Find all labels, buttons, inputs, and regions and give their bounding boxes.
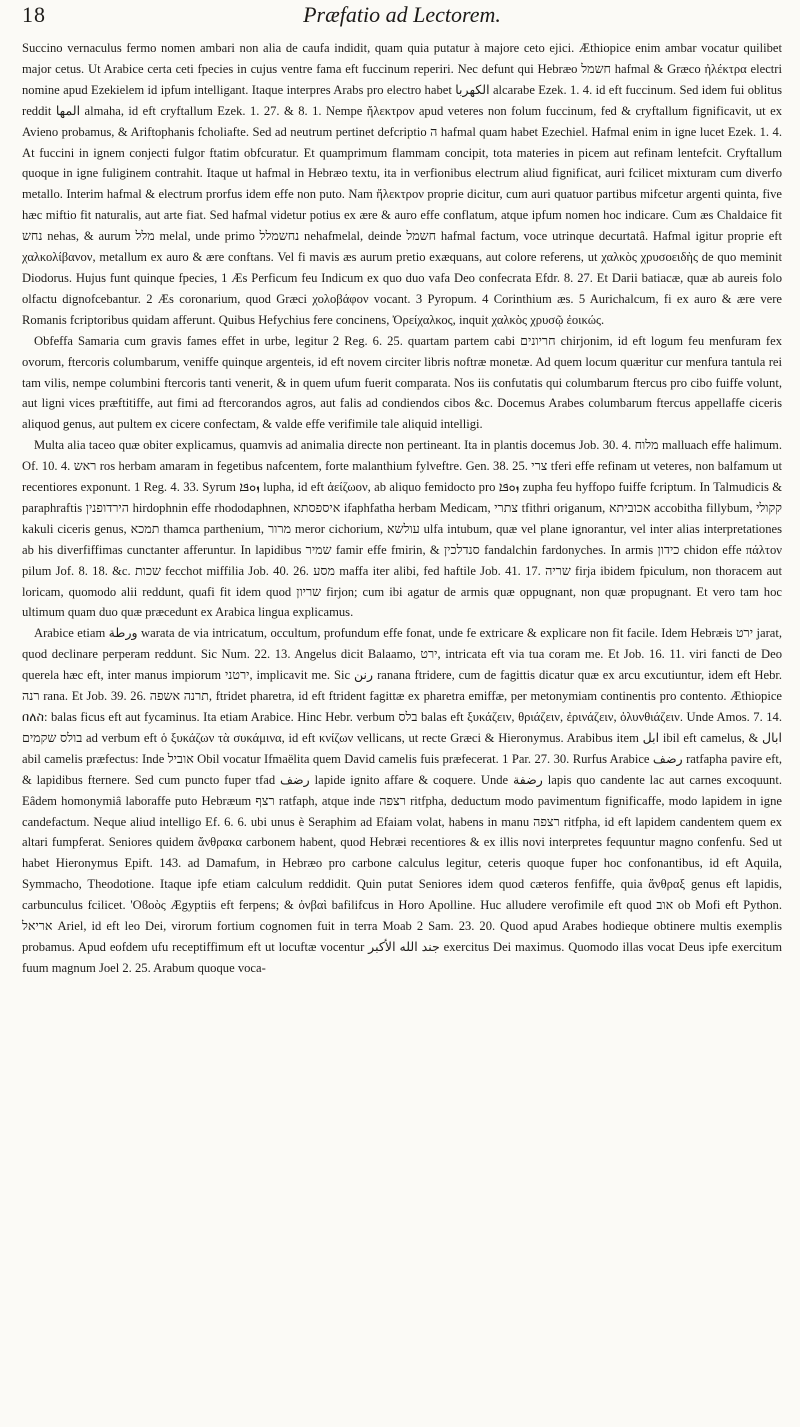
- page-number: 18: [22, 2, 46, 27]
- paragraph-succinum: Succino vernaculus fermo nomen ambari non alia de caufa indidit, quam quia putatur à majore ceto ejici. Æthiopice enim ambar vocatur quilibet major cetus. Ut Arabice certa ceti fpecies in cujus ventre fama eft fuccinum reperiri. Nec defunt qui Hebræo חשמל hafmal & Græco ἠλέκτρα electri nomine apud Ezekielem id ipfum intelligant. Itaque interpres Arabs pro electro habet الكهربا alcarabe Ezek. 1. 4. id eft fuccinum. Sed idem fui oblitus reddit المها almaha, id eft cryftallum Ezek. 1. 27. & 8. 1. Nempe ἤλεκτρον apud veteres non folum fuccinum, fed & cryftallum fignificavit, ut ex Avieno probamus, & Ariftophanis fcholiafte. Sed ad neutrum pertinet defcriptio ה hafmal quam habet Ezechiel. Hafmal enim in igne lucet Ezek. 1. 4. At fuccini in ignem conjecti fulgor ftatim obfcuratur. Et quamprimum flammam concipit, tota materies in picem aut refinam lentefcit. Cryftallum quoque in igne fuliginem contrahit. Itaque ut hafmal in Hebræo textu, ita in verfionibus electrum aliud fignificat, auri fcilicet mixturam cum diverfo metallo. Interim hafmal & electrum prorfus idem effe non puto. Nam ἤλεκτρον proprie dicitur, cum auri quatuor partibus mifcetur argenti quinta, five hæc miftio fit naturalis, aut arte fiat. Sed hafmal videtur potius ex ære & auro effe conflatum, atque ipfum nomen hoc indicare. Cum æs Chaldaice fit נחש nehas, & aurum מלל melal, unde primo נחשמלל nehafmelal, deinde חשמל hafmal factum, voce utrinque decurtatâ. Hafmal igitur proprie eft χαλκολίβανον, metallum ex auro & ære conftans. Vel fi mavis æs aurum pretio exæquans, aut colore referens, ut χαλκὸς χρυσοειδὴς de quo meminit Diodorus. Hujus funt quinque fpecies, 1 Æs Perficum feu Indicum ex quo duo vafa Deo confecrata Efdr. 8. 27. Et Darii batiacæ, quæ ab aureis folo olfactu dignofcebantur. 2 Æs coronarium, quod Græci χολοβάφον vocant. 3 Pyropum. 4 Corinthium æs. 5 Aurichalcum, fi ex auro & ære vere Romanis fcriptoribus quidam afferunt. Quibus Hefychius fere concinens, Ὀρείχαλκος, inquit χαλκὸς χρυσῷ ἐοικώς.: [22, 41, 782, 327]
- page-header: [22, 2, 782, 32]
- body-text: [22, 38, 782, 979]
- running-title: Præfatio ad Lectorem.: [303, 2, 501, 27]
- paragraph-arabice: Arabice etiam ورطة warata de via intricatum, occultum, profundum effe fonat, unde fe extricare & explicare non fit facile. Idem Hebræis ירט jarat, quod declinare perperam reddunt. Sic Num. 22. 13. Angelus dicit Balaamo, ירט, intricata eft via tua coram me. Et Job. 16. 11. viri fancti de Deo querela hæc eft, inter manus impiorum ירטני, implicavit me. Sic رنن ranana ftridere, cum de fagittis dicatur quæ ex arcu excutiuntur, idem eft Hebr. רנה rana. Et Job. 39. 26. תרנה אשפה, ftridet pharetra, id eft ftrident fagittæ ex pharetra emiffæ, per metonymiam continentis pro contento. Æthiopice በለስ: balas ficus eft aut fycaminus. Ita etiam Arabice. Hinc Hebr. verbum בלס balas eft ξυκάζειν, θριάζειν, ἐρινάζειν, ὀλυνθιάζειν. Unde Amos. 7. 14. בולס שקמים ad verbum eft ὁ ξυκάζων τὰ συκάμινα, id eft κνίζων vellicans, ut recte Græci & Hieronymus. Arabibus item ابل ibil eft camelus, & ابال abil camelis præfectus: Inde אוביל Obil vocatur Ifmaëlita quem David camelis fuis præfecerat. 1 Par. 27. 30. Rurfus Arabice رضف ratfapha pavire eft, & lapidibus fternere. Sed cum puncto fuper tfad رضف lapide ignito affare & coquere. Unde رضفة lapis quo candente lac aut carnes excoquunt. Eâdem homonymiâ laboraffe puto Hebræum רצף ratfaph, atque inde רצפה ritfpha, deductum modo pavimentum fignificaffe, modo lapidem in igne candefactum. Neque aliud intelligo Ef. 6. 6. ubi unus è Seraphim ad Efaiam volat, habens in manu רצפה ritfpha, id eft lapidem candentem quem ex altari fumpferat. Seniores quidem ἄνθρακα carbonem habent, quod Hebræi recentiores & ex illis novi interpretes fequuntur magno confenfu. Sed ut habet Hieronymus Epift. 143. ad Damafum, in Hebræo pro carbone calculus legitur, ceteris quoque fuper hoc confonantibus, id eft Aquila, Symmacho, Theodotione. Itaque ipfe etiam calculum reddidit. Quin putat Seniores idem quod cæteros fenfiffe, quia ἄνθραξ genus eft lapidis, carbunculus fcilicet. 'Οϐοὸς Ægyptiis eft ferpens; & ὀνβαὶ bafilifcus in Horo Apolline. Huc alludere verofimile eft quod אוב ob Mofi eft Python. אריאל Ariel, id eft leo Dei, virorum fortium cognomen fuit in terra Moab 2 Sam. 23. 20. Quod apud Arabes hodieque obtinere multis exemplis probamus. Apud eofdem ufu receptiffimum eft ut locuftæ vocentur جند الله الأكبر exercitus Dei maximus. Quomodo illas vocat Deus ipfe exercitum fuum magnum Joel 2. 25. Arabum quoque voca-: [22, 626, 783, 975]
- paragraph-plants: Multa alia taceo quæ obiter explicamus, quamvis ad animalia directe non pertineant. Ita in plantis docemus Job. 30. 4. מלוח malluach effe halimum. Of. 10. 4. ראש ros herbam amaram in fegetibus nafcentem, forte malanthium fylveftre. Gen. 38. 25. צרי tferi effe refinam ut veteres, non balfamum ut recentiores exponunt. 1 Reg. 4. 33. Syrum ܙܘܦܐ lupha, id eft ἀείζωον, ab aliquo femidocto pro ܙܘܦܐ zupha feu hyffopo fuiffe fcriptum. In Talmudicis & paraphraftis הירדופנין hirdophnin effe rhododaphnen, איספסתא ifaphfatha herbam Medicam, צתרי tfithri origanum, אכוביתא accobitha fillybum, קקולי kakuli ciceris genus, תמכא thamca parthenium, מרור meror cichorium, עולשא ulfa intubum, quæ vel plane ignorantur, vel inter alias interpretationes ab his diverfiffimas cunctanter afferuntur. In lapidibus שמיר famir effe fmirin, & סנדלכין fandalchin fardonyches. In armis כידון chidon effe πάλτον pilum Jof. 8. 18. &c. שכות fecchot miffilia Job. 40. 26. מסע maffa iter alibi, fed haftile Job. 41. 17. שריה firja ibidem fpiculum, non thoracem aut loricam, quomodo alii reddunt, quafi fit idem quod שריון firjon; cum ibi agatur de armis quæ oppugnant, non quæ propugnant. Et vero tam hoc ultimum quam duo quæ præcedunt ex Arabica lingua explicamus.: [22, 438, 783, 620]
- paragraph-samaria: Obfeffa Samaria cum gravis fames effet in urbe, legitur 2 Reg. 6. 25. quartam partem cabi חריונים chirjonim, id eft logum feu menfuram fex ovorum, ftercoris columbarum, veniffe quinque argenteis, id eft novem circiter libris noftræ monetæ. Ad quem locum quæritur cur menfura tantula rei tam vilis, nempe columbini ftercoris tanti venerit, & in quem ufum fuerit comparata. Nos iis confutatis qui columbarum ftercus pro cibo fuiffe volunt, aut ligni vices præftitiffe, aut fimi ad ftercorandos agros, aut falis ad condiendos cibos &c. Docemus Arabes columbarum ftercus appellaffe ciceris aliquod genus, aut pultem ex cicere confectam, & valde effe verifimile tale aliquid intelligi.: [22, 333, 782, 432]
- document-page: [22, 0, 782, 1427]
